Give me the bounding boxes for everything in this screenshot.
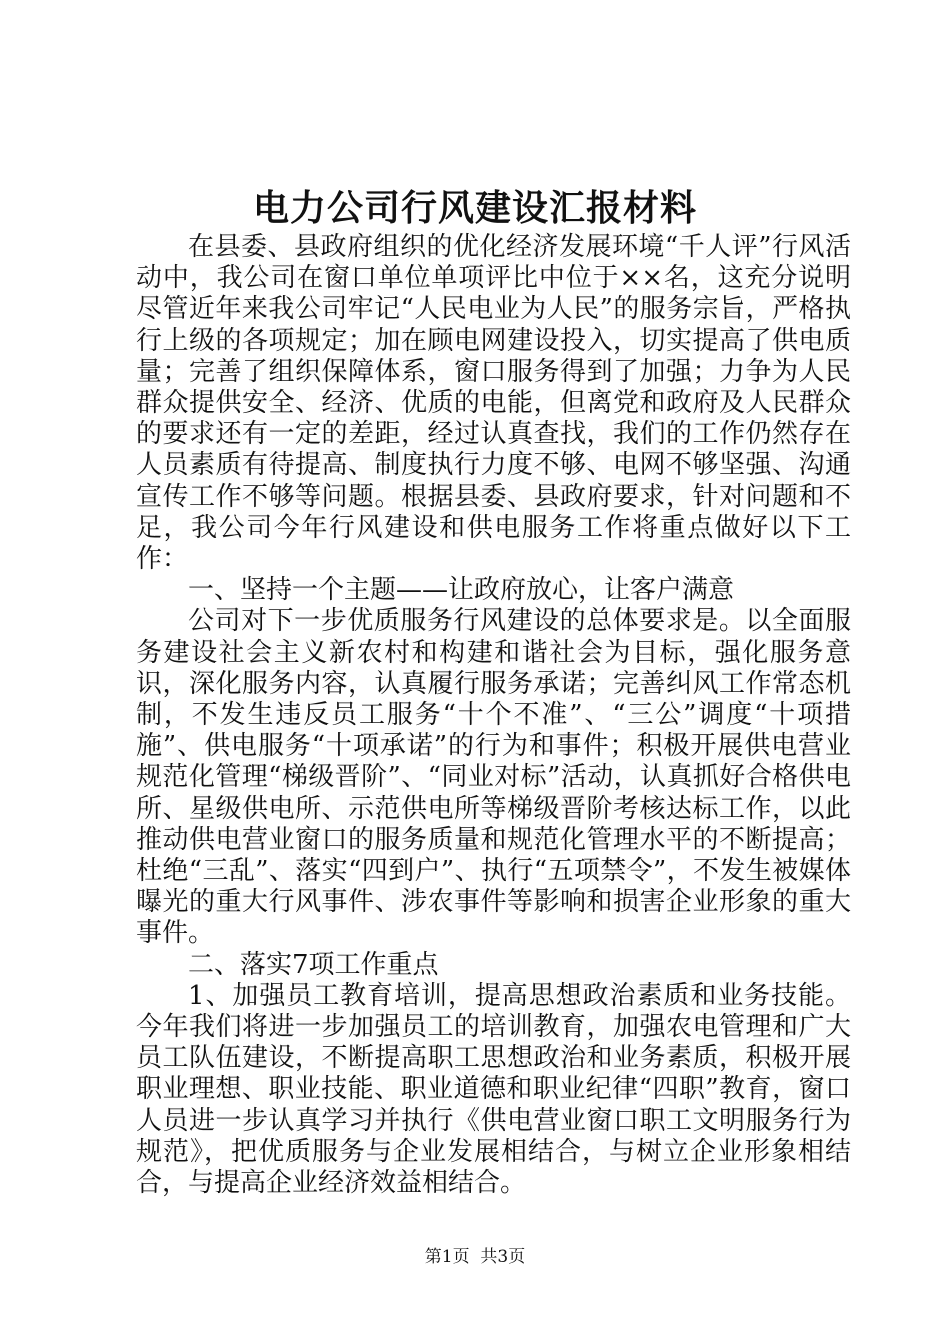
document-title: 电力公司行风建设汇报材料 (252, 187, 697, 229)
section-heading-1: 一、坚持一个主题——让政府放心，让客户满意 (188, 575, 735, 606)
paragraph-item-1: 1、加强员工教育培训，提高思想政治素质和业务技能。今年我们将进一步加强员工的培训教育，加强农电管理和广大员工队伍建设，不断提高职工思想政治和业务素质，积极开展职业理想、职业技能、职业道德和职业纪律“四职”教育，窗口人员进一步认真学习并执行《供电营业窗口职工文明服务行为规范》，把优质服务与企业发展相结合，与树立企业形象相结合，与提高企业经济效益相结合。 (136, 980, 851, 1199)
document-body (136, 232, 851, 1199)
section-heading-2: 二、落实7项工作重点 (188, 949, 439, 980)
page-total: 共3页 (480, 1247, 526, 1267)
page-footer (0, 1246, 950, 1268)
page-number: 第1页 (424, 1247, 470, 1267)
paragraph-intro: 在县委、县政府组织的优化经济发展环境“千人评”行风活动中，我公司在窗口单位单项评比中位于××名，这充分说明尽管近年来我公司牢记“人民电业为人民”的服务宗旨，严格执行上级的各项规定；加在顾电网建设投入，切实提高了供电质量；完善了组织保障体系，窗口服务得到了加强；力争为人民群众提供安全、经济、优质的电能，但离党和政府及人民群众的要求还有一定的差距，经过认真查找，我们的工作仍然存在人员素质有待提高、制度执行力度不够、电网不够坚强、沟通宣传工作不够等问题。根据县委、县政府要求，针对问题和不足，我公司今年行风建设和供电服务工作将重点做好以下工作： (136, 232, 851, 575)
paragraph-section-1: 公司对下一步优质服务行风建设的总体要求是。以全面服务建设社会主义新农村和构建和谐社会为目标，强化服务意识，深化服务内容，认真履行服务承诺；完善纠风工作常态机制，不发生违反员工服务“十个不准”、“三公”调度“十项措施”、供电服务“十项承诺”的行为和事件；积极开展供电营业规范化管理“梯级晋阶”、“同业对标”活动，认真抓好合格供电所、星级供电所、示范供电所等梯级晋阶考核达标工作，以此推动供电营业窗口的服务质量和规范化管理水平的不断提高；杜绝“三乱”、落实“四到户”、执行“五项禁令”，不发生被媒体曝光的重大行风事件、涉农事件等影响和损害企业形象的重大事件。 (136, 606, 851, 949)
